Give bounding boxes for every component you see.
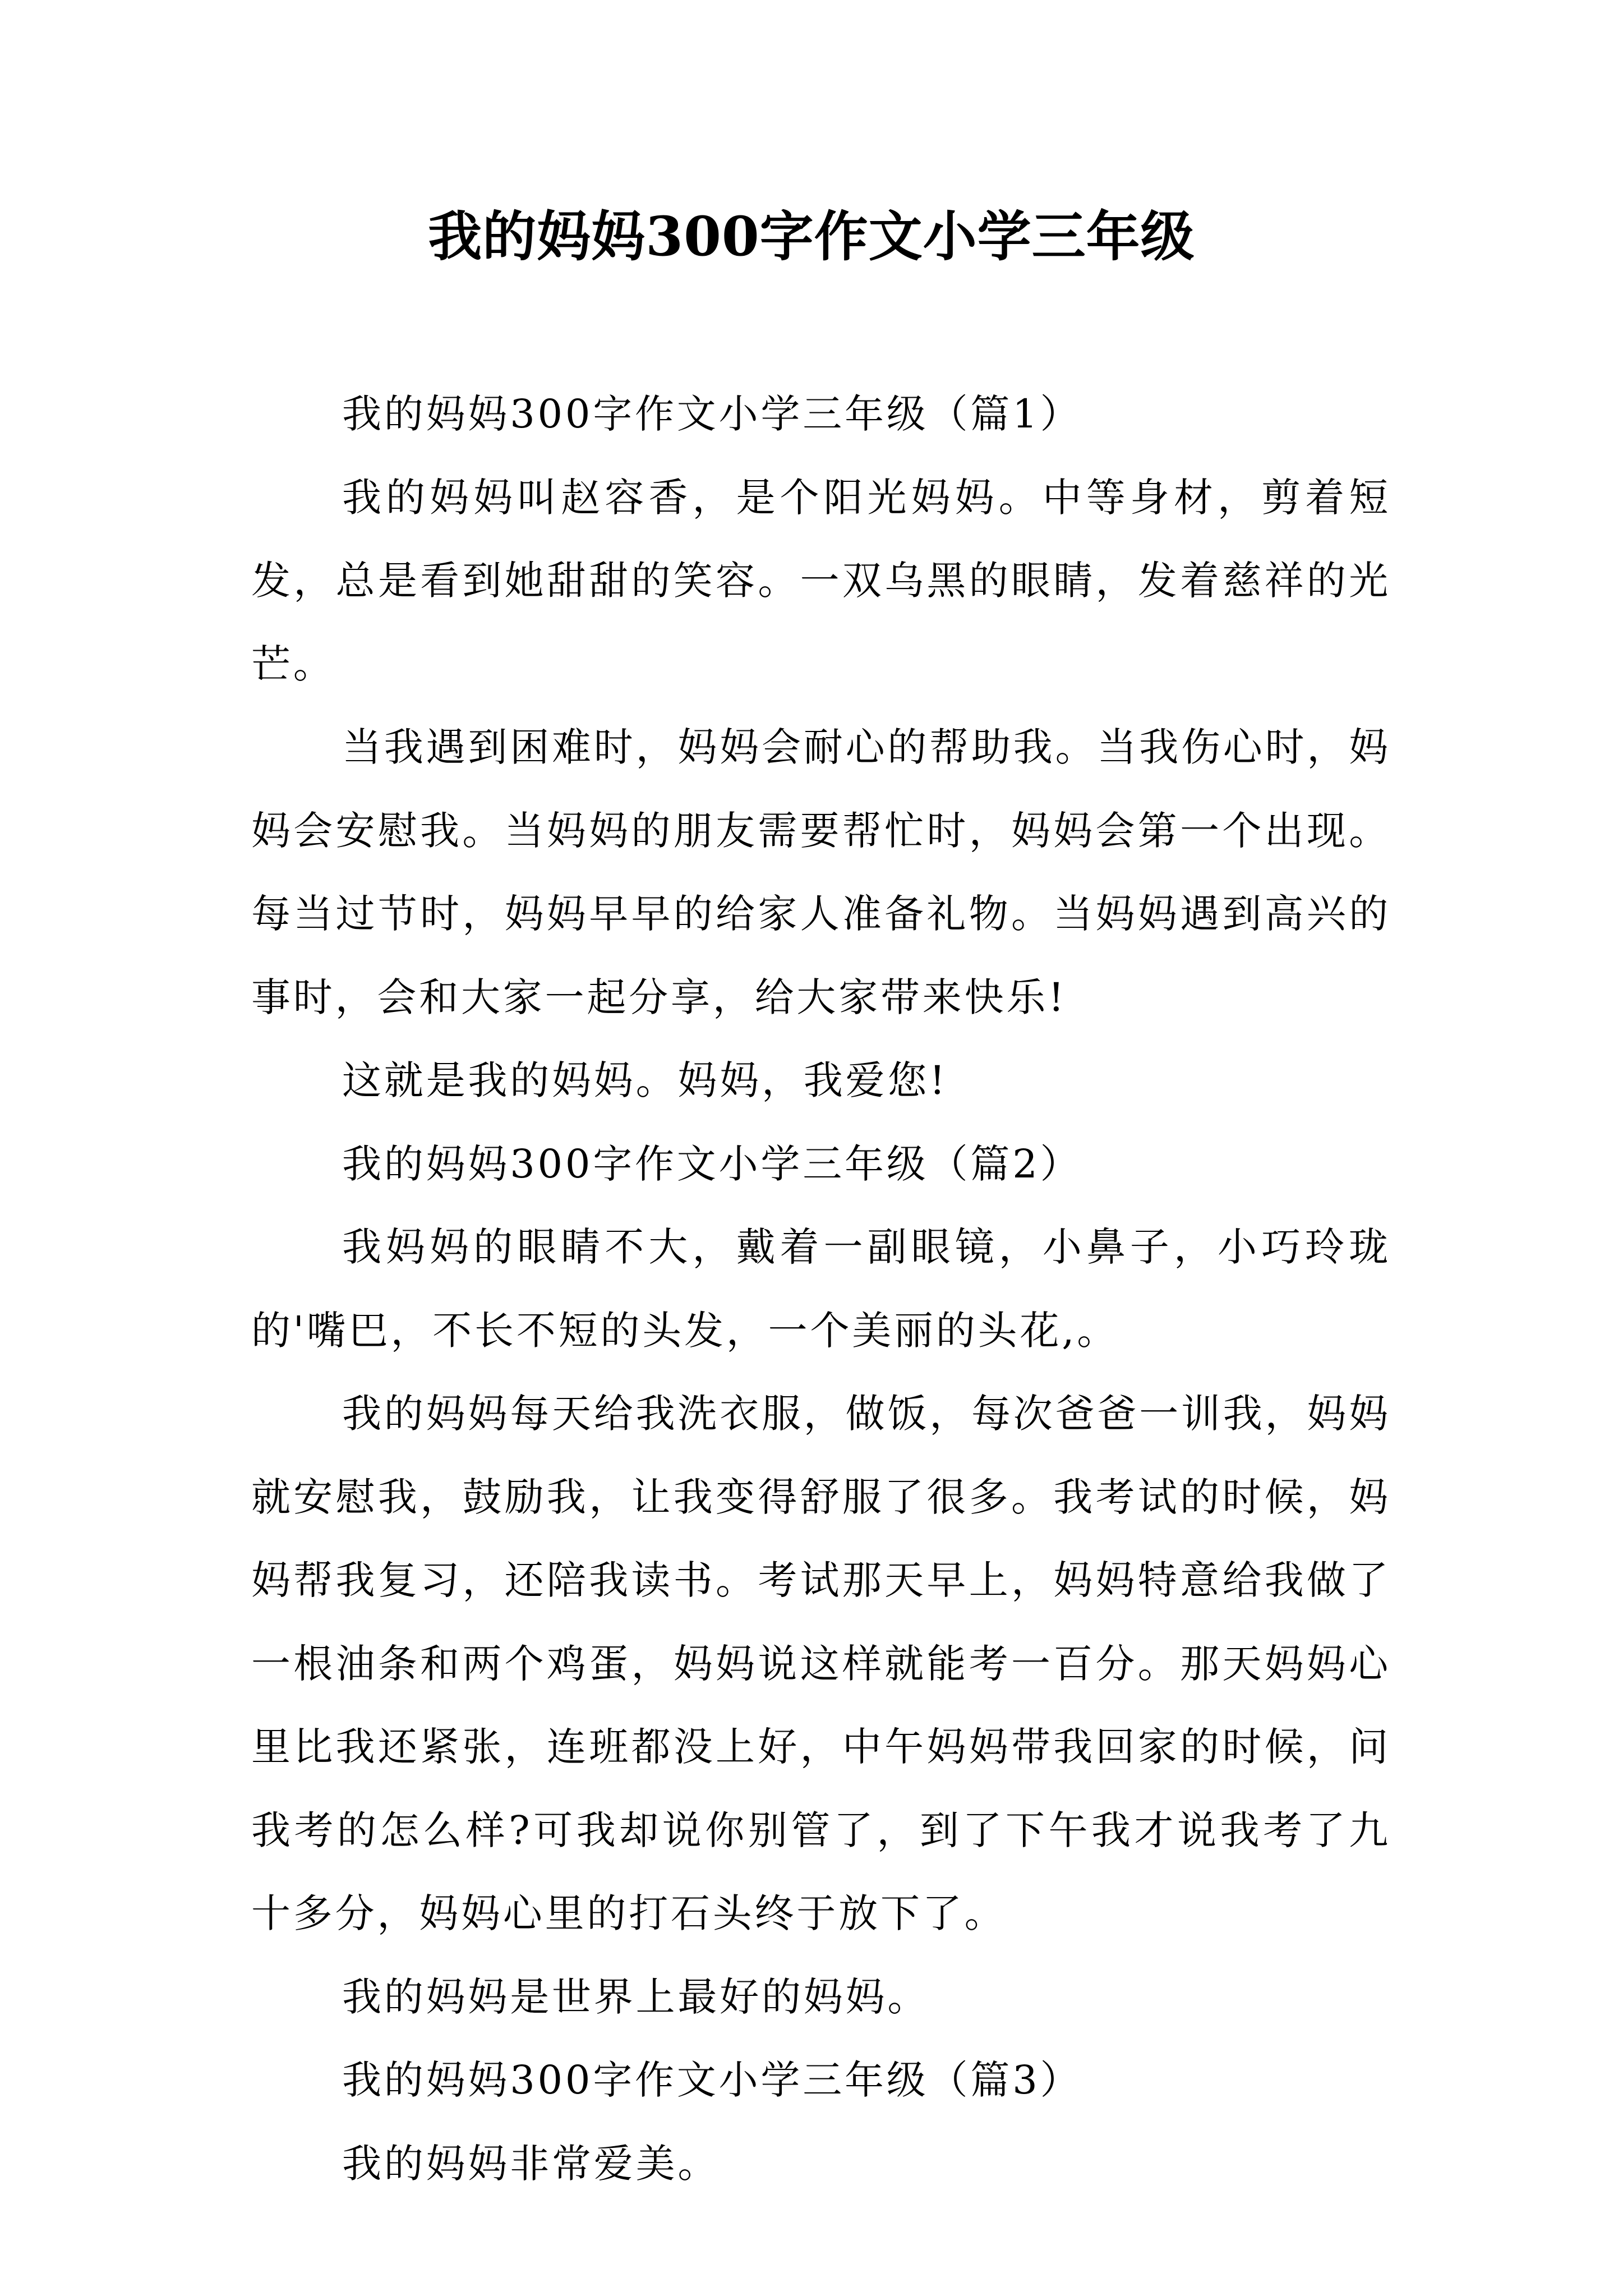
paragraph: 这就是我的妈妈。妈妈，我爱您! <box>342 1057 948 1103</box>
paragraph: 我妈妈的眼睛不大，戴着一副眼镜，小鼻子，小巧玲珑的'嘴巴，不长不短的头发，一个美丽的头花,。 <box>251 1224 1391 1354</box>
document-title: 我的妈妈300字作文小学三年级 <box>428 205 1195 268</box>
paragraph: 我的妈妈是世界上最好的妈妈。 <box>342 1973 930 2020</box>
section-heading-1: 我的妈妈300字作文小学三年级（篇1） <box>342 391 1082 437</box>
paragraph: 我的妈妈叫赵容香，是个阳光妈妈。中等身材，剪着短发，总是看到她甜甜的笑容。一双乌黑的眼睛，发着慈祥的光芒。 <box>251 474 1391 687</box>
paragraph: 当我遇到困难时，妈妈会耐心的帮助我。当我伤心时，妈妈会安慰我。当妈妈的朋友需要帮忙时，妈妈会第一个出现。每当过节时，妈妈早早的给家人准备礼物。当妈妈遇到高兴的事时，会和大家一起分享，给大家带来快乐! <box>251 724 1391 1020</box>
section-heading-2: 我的妈妈300字作文小学三年级（篇2） <box>342 1140 1082 1187</box>
paragraph: 我的妈妈非常爱美。 <box>342 2140 720 2187</box>
paragraph: 我的妈妈每天给我洗衣服，做饭，每次爸爸一训我，妈妈就安慰我，鼓励我，让我变得舒服了很多。我考试的时候，妈妈帮我复习，还陪我读书。考试那天早上，妈妈特意给我做了一根油条和两个鸡蛋，妈妈说这样就能考一百分。那天妈妈心里比我还紧张，连班都没上好，中午妈妈带我回家的时候，问我考的怎么样?可我却说你别管了，到了下午我才说我考了九十多分，妈妈心里的打石头终于放下了。 <box>251 1391 1391 1936</box>
section-heading-3: 我的妈妈300字作文小学三年级（篇3） <box>342 2057 1082 2103</box>
document-body <box>251 372 1391 2205</box>
